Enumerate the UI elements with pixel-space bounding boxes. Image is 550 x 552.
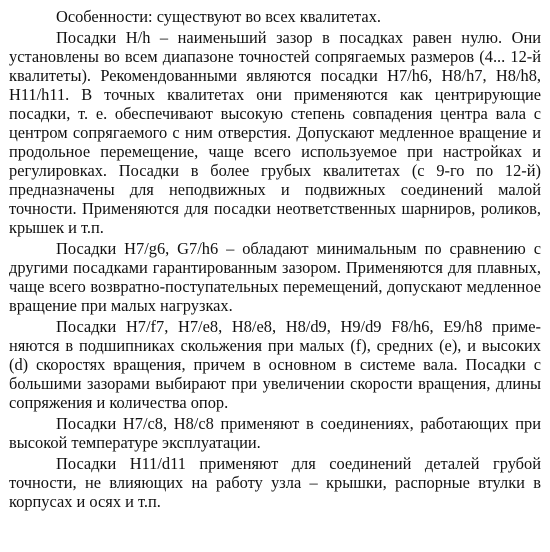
paragraph-fit-h-h: Посадки H/h – наименьший зазор в посадках равен нулю. Они установлены во всем диапазоне точностей сопрягаемых размеров (4... 12-й квалитеты). Рекомендованными являются посадки H7/h6, H8/h7, H8/h8, H11/h11. В точных квалитетах они применяются как центрирующие посадки, т. е. обеспечивают высокую степень совпадения центра вала с центром сопрягаемого с ним отверстия. Допускают медленное вращение и продольное перемещение, чаще всего используемое при настройках и регулировках. Посадки в более грубых квалитетах (с 9-го по 12-й) предназначены для неподвижных и подвижных соединений малой точности. Применяются для посадки неответственных шарниров, роликов, крышек и т.п. xyxy=(9,28,541,237)
paragraph-fit-h7-f7: Посадки H7/f7, H7/e8, H8/e8, H8/d9, H9/d9 F8/h6, E9/h8 применяются в подшипниках скольжения при малых (f), средних (e), и высоких (d) скоростях вращения, причем в основном в системе вала. Посадки с большими зазорами выбирают при увеличении скорости вращения, длины сопряжения и количества опор. xyxy=(9,317,541,412)
paragraph-fit-h11-d11: Посадки H11/d11 применяют для соединений деталей грубой точности, не влияющих на работу узла – крышки, распорные втулки в корпусах и осях и т.п. xyxy=(9,454,541,511)
paragraph-features: Особенности: существуют во всех квалитетах. xyxy=(56,7,381,26)
paragraph-fit-h7-g6: Посадки H7/g6, G7/h6 – обладают минимальным по сравнению с другими посадками гарантированным зазором. Применяются для плавных, чаще всего возвратно-поступательных перемещений, допускают медленное вращение при малых нагрузках. xyxy=(9,239,541,315)
paragraph-fit-h7-c8: Посадки H7/c8, H8/c8 применяют в соединениях, работающих при высокой температуре эксплуатации. xyxy=(9,414,541,452)
